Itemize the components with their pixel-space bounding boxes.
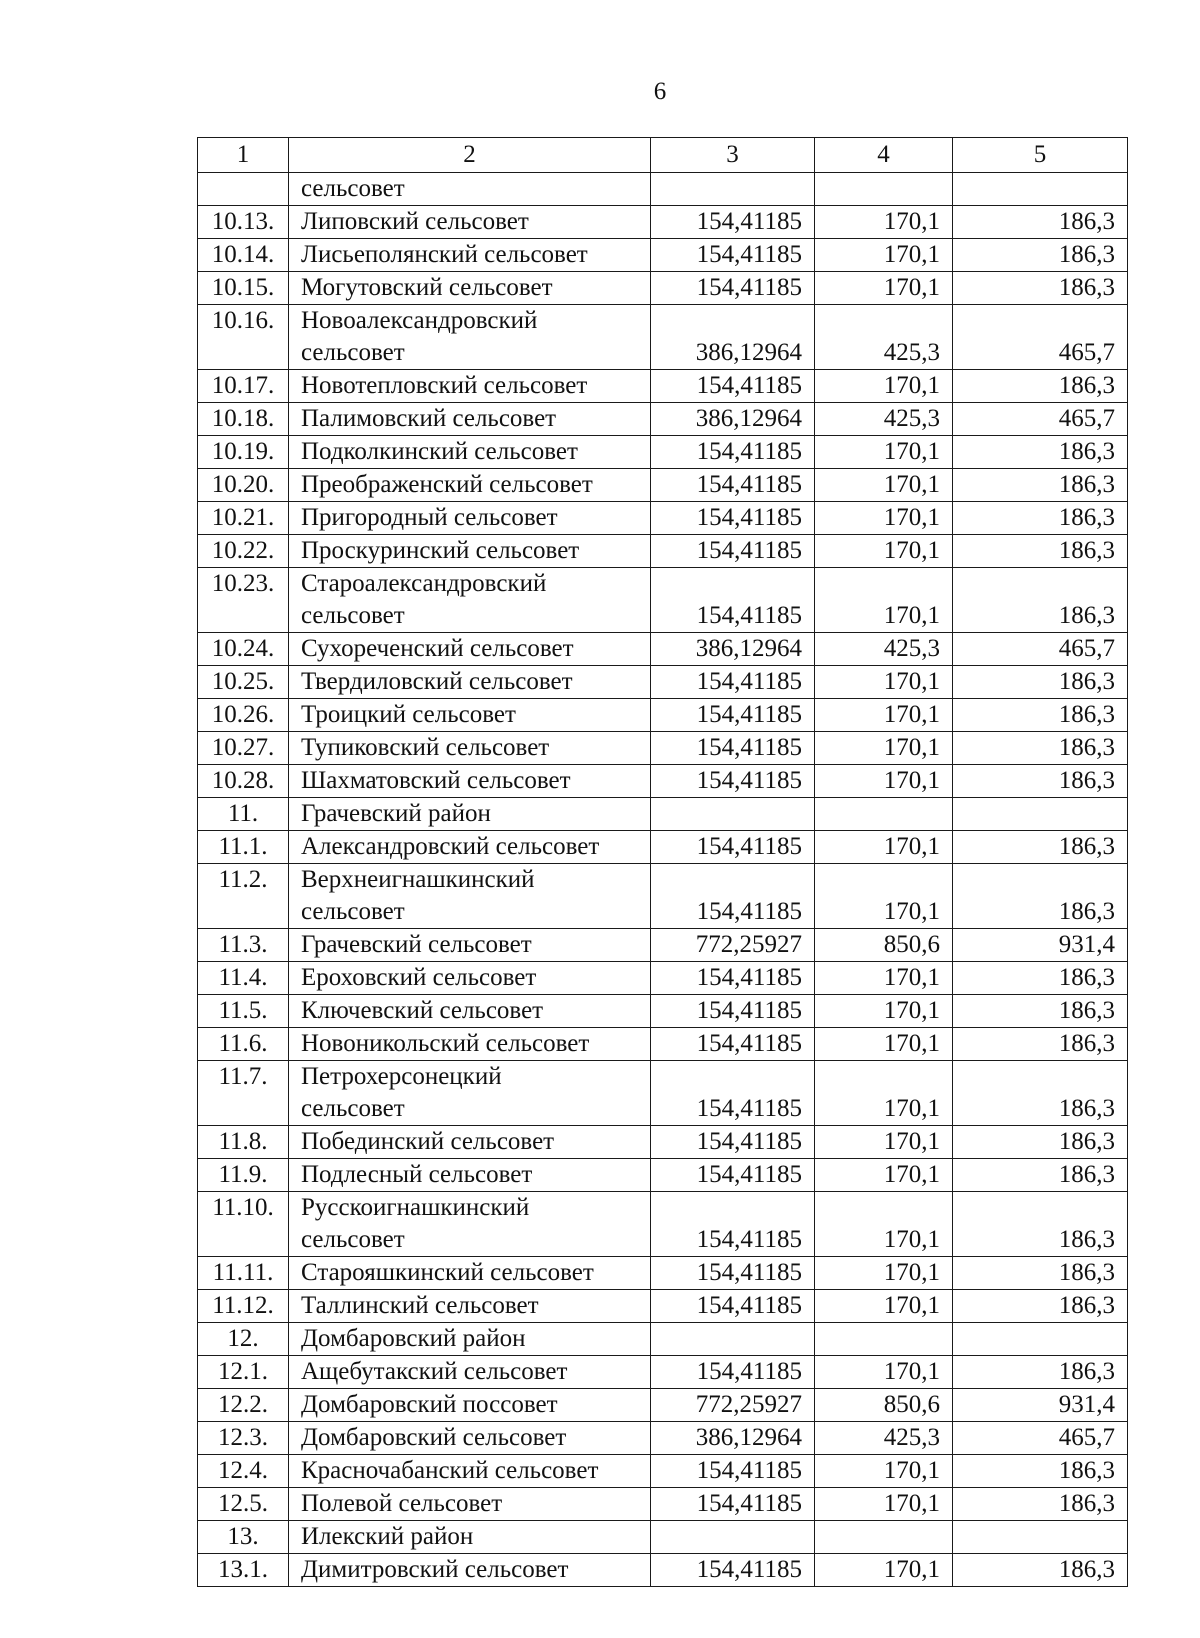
municipality-name-line: Проскуринский сельсовет [301, 537, 580, 564]
value-col-3-cell: 154,41185 [651, 502, 815, 535]
municipality-name-cell [289, 1488, 651, 1521]
table-row [198, 1389, 1128, 1422]
value-col-4-cell: 170,1 [815, 1455, 953, 1488]
row-number-cell: 10.24. [198, 633, 289, 666]
value-col-4-cell: 170,1 [815, 1356, 953, 1389]
municipality-name-cell [289, 732, 651, 765]
table-row [198, 1455, 1128, 1488]
table-body [198, 138, 1128, 1587]
row-number-cell: 13. [198, 1521, 289, 1554]
value-col-5-cell: 186,3 [953, 1356, 1128, 1389]
value-col-4-cell: 170,1 [815, 502, 953, 535]
table-row [198, 1521, 1128, 1554]
value-col-5-cell: 186,3 [953, 666, 1128, 699]
table-row [198, 436, 1128, 469]
row-number-cell: 10.25. [198, 666, 289, 699]
value-col-4-cell: 170,1 [815, 1028, 953, 1061]
value-col-5-cell: 186,3 [953, 535, 1128, 568]
municipality-name-cell [289, 1323, 651, 1356]
table-row [198, 666, 1128, 699]
table-row [198, 1356, 1128, 1389]
row-number-cell: 10.26. [198, 699, 289, 732]
municipality-name-line: Домбаровский поссовет [301, 1391, 558, 1418]
table-row [198, 502, 1128, 535]
value-col-5-cell: 186,3 [953, 272, 1128, 305]
municipality-name-line: Побединский сельсовет [301, 1128, 555, 1155]
municipality-name-cell [289, 272, 651, 305]
row-number-cell: 11.10. [198, 1192, 289, 1257]
row-number-cell: 12.1. [198, 1356, 289, 1389]
value-col-3-cell: 154,41185 [651, 568, 815, 633]
municipality-name-cell [289, 995, 651, 1028]
value-col-5-cell [953, 173, 1128, 206]
value-col-3-cell: 154,41185 [651, 864, 815, 929]
municipality-name-line: сельсовет [301, 339, 405, 366]
table-row [198, 272, 1128, 305]
value-col-5-cell: 186,3 [953, 864, 1128, 929]
municipality-name-line: сельсовет [301, 1226, 405, 1253]
value-col-3-cell: 154,41185 [651, 436, 815, 469]
row-number-cell: 13.1. [198, 1554, 289, 1587]
value-col-5-cell: 931,4 [953, 929, 1128, 962]
value-col-3-cell: 154,41185 [651, 1028, 815, 1061]
value-col-3-cell: 154,41185 [651, 1488, 815, 1521]
header-cell-5: 5 [953, 138, 1128, 173]
row-number-cell: 11.8. [198, 1126, 289, 1159]
municipality-name-line: Грачевский сельсовет [301, 931, 532, 958]
municipality-name-line: Новотепловский сельсовет [301, 372, 588, 399]
value-col-5-cell: 186,3 [953, 831, 1128, 864]
municipality-name-line: Преображенский сельсовет [301, 471, 593, 498]
table-row [198, 1554, 1128, 1587]
value-col-5-cell [953, 1323, 1128, 1356]
table-row [198, 699, 1128, 732]
municipality-name-line: Троицкий сельсовет [301, 701, 516, 728]
row-number-cell: 11.9. [198, 1159, 289, 1192]
table-row [198, 995, 1128, 1028]
table-row [198, 929, 1128, 962]
row-number-cell: 11.7. [198, 1061, 289, 1126]
row-number-cell: 10.16. [198, 305, 289, 370]
municipality-name-line: Илекский район [301, 1523, 474, 1550]
value-col-4-cell: 170,1 [815, 568, 953, 633]
value-col-5-cell: 186,3 [953, 765, 1128, 798]
municipality-name-cell [289, 239, 651, 272]
row-number-cell: 12.3. [198, 1422, 289, 1455]
municipality-name-cell [289, 173, 651, 206]
value-col-5-cell: 465,7 [953, 305, 1128, 370]
value-col-3-cell: 154,41185 [651, 206, 815, 239]
value-col-4-cell: 850,6 [815, 929, 953, 962]
municipality-name-line: Русскоигнашкинский [301, 1194, 530, 1221]
value-col-3-cell: 154,41185 [651, 272, 815, 305]
value-col-4-cell: 170,1 [815, 1290, 953, 1323]
table-row [198, 864, 1128, 929]
row-number-cell: 12. [198, 1323, 289, 1356]
value-col-3-cell: 154,41185 [651, 370, 815, 403]
table-row [198, 173, 1128, 206]
value-col-5-cell: 186,3 [953, 568, 1128, 633]
row-number-cell: 10.15. [198, 272, 289, 305]
municipality-name-line: Домбаровский сельсовет [301, 1424, 567, 1451]
row-number-cell: 11. [198, 798, 289, 831]
municipality-name-cell [289, 666, 651, 699]
value-col-5-cell: 465,7 [953, 633, 1128, 666]
value-col-4-cell: 425,3 [815, 305, 953, 370]
municipality-name-cell [289, 1521, 651, 1554]
row-number-cell: 11.2. [198, 864, 289, 929]
value-col-3-cell: 154,41185 [651, 1455, 815, 1488]
table-row [198, 305, 1128, 370]
value-col-5-cell: 186,3 [953, 732, 1128, 765]
row-number-cell: 10.14. [198, 239, 289, 272]
municipality-name-line: Петрохерсонецкий [301, 1063, 502, 1090]
municipality-name-cell [289, 535, 651, 568]
value-col-3-cell: 772,25927 [651, 929, 815, 962]
value-col-3-cell: 154,41185 [651, 1126, 815, 1159]
value-col-4-cell: 425,3 [815, 1422, 953, 1455]
value-col-5-cell: 186,3 [953, 436, 1128, 469]
municipality-name-cell [289, 1159, 651, 1192]
municipality-name-line: Таллинский сельсовет [301, 1292, 539, 1319]
value-col-3-cell: 772,25927 [651, 1389, 815, 1422]
value-col-4-cell: 170,1 [815, 239, 953, 272]
table-row [198, 1323, 1128, 1356]
value-col-3-cell: 154,41185 [651, 765, 815, 798]
municipality-name-cell [289, 568, 651, 633]
row-number-cell: 11.4. [198, 962, 289, 995]
value-col-3-cell: 154,41185 [651, 699, 815, 732]
value-col-5-cell: 186,3 [953, 469, 1128, 502]
row-number-cell: 12.2. [198, 1389, 289, 1422]
municipality-name-cell [289, 864, 651, 929]
municipality-name-cell [289, 1389, 651, 1422]
table-row [198, 469, 1128, 502]
row-number-cell: 10.27. [198, 732, 289, 765]
row-number-cell: 12.5. [198, 1488, 289, 1521]
table-row [198, 403, 1128, 436]
value-col-5-cell: 186,3 [953, 699, 1128, 732]
municipality-name-line: Старояшкинский сельсовет [301, 1259, 594, 1286]
header-row [198, 138, 1128, 173]
municipality-name-cell [289, 206, 651, 239]
table-row [198, 831, 1128, 864]
table-row [198, 239, 1128, 272]
value-col-4-cell [815, 1521, 953, 1554]
municipality-name-line: Могутовский сельсовет [301, 274, 553, 301]
value-col-4-cell: 170,1 [815, 535, 953, 568]
value-col-3-cell [651, 173, 815, 206]
table-row [198, 798, 1128, 831]
value-col-3-cell: 154,41185 [651, 732, 815, 765]
value-col-4-cell: 170,1 [815, 272, 953, 305]
row-number-cell: 11.3. [198, 929, 289, 962]
value-col-3-cell: 154,41185 [651, 666, 815, 699]
value-col-4-cell: 170,1 [815, 1488, 953, 1521]
row-number-cell: 10.28. [198, 765, 289, 798]
value-col-4-cell: 170,1 [815, 1061, 953, 1126]
municipality-name-line: Тупиковский сельсовет [301, 734, 550, 761]
row-number-cell: 10.18. [198, 403, 289, 436]
value-col-3-cell: 386,12964 [651, 1422, 815, 1455]
value-col-4-cell: 170,1 [815, 995, 953, 1028]
value-col-4-cell [815, 798, 953, 831]
value-col-5-cell: 186,3 [953, 1061, 1128, 1126]
municipality-name-line: Твердиловский сельсовет [301, 668, 573, 695]
table-row [198, 1488, 1128, 1521]
value-col-4-cell: 170,1 [815, 1126, 953, 1159]
row-number-cell: 11.6. [198, 1028, 289, 1061]
municipality-name-cell [289, 1257, 651, 1290]
value-col-5-cell: 186,3 [953, 1192, 1128, 1257]
municipality-name-cell [289, 370, 651, 403]
municipality-name-line: сельсовет [301, 1095, 405, 1122]
value-col-3-cell: 386,12964 [651, 305, 815, 370]
value-col-3-cell: 386,12964 [651, 633, 815, 666]
value-col-4-cell: 170,1 [815, 732, 953, 765]
municipality-name-line: Ероховский сельсовет [301, 964, 537, 991]
municipality-name-line: Красночабанский сельсовет [301, 1457, 599, 1484]
value-col-4-cell: 170,1 [815, 1257, 953, 1290]
value-col-3-cell: 154,41185 [651, 239, 815, 272]
municipality-name-cell [289, 1356, 651, 1389]
municipality-name-cell [289, 831, 651, 864]
table-row [198, 1126, 1128, 1159]
table-row [198, 568, 1128, 633]
header-cell-1: 1 [198, 138, 289, 173]
municipality-name-line: Шахматовский сельсовет [301, 767, 571, 794]
value-col-5-cell: 186,3 [953, 1488, 1128, 1521]
municipality-name-cell [289, 305, 651, 370]
municipality-name-cell [289, 502, 651, 535]
value-col-3-cell: 154,41185 [651, 535, 815, 568]
row-number-cell: 10.20. [198, 469, 289, 502]
value-col-3-cell: 154,41185 [651, 995, 815, 1028]
row-number-cell: 10.22. [198, 535, 289, 568]
value-col-3-cell: 154,41185 [651, 1290, 815, 1323]
value-col-5-cell: 186,3 [953, 239, 1128, 272]
value-col-4-cell [815, 173, 953, 206]
table-row [198, 370, 1128, 403]
row-number-cell: 11.11. [198, 1257, 289, 1290]
municipality-name-line: Новоалександровский [301, 307, 538, 334]
value-col-4-cell: 170,1 [815, 699, 953, 732]
row-number-cell: 10.23. [198, 568, 289, 633]
table-row [198, 1159, 1128, 1192]
municipality-name-line: Староалександровский [301, 570, 547, 597]
value-col-4-cell: 170,1 [815, 206, 953, 239]
municipality-name-cell [289, 1554, 651, 1587]
table-row [198, 1028, 1128, 1061]
value-col-3-cell [651, 798, 815, 831]
value-col-5-cell: 465,7 [953, 1422, 1128, 1455]
municipality-name-cell [289, 1061, 651, 1126]
value-col-3-cell: 154,41185 [651, 1159, 815, 1192]
table-row [198, 1422, 1128, 1455]
municipality-name-cell [289, 1192, 651, 1257]
table-row [198, 732, 1128, 765]
header-cell-3: 3 [651, 138, 815, 173]
value-col-5-cell: 465,7 [953, 403, 1128, 436]
value-col-4-cell: 850,6 [815, 1389, 953, 1422]
value-col-5-cell [953, 798, 1128, 831]
municipality-name-cell [289, 962, 651, 995]
table-row [198, 1192, 1128, 1257]
municipality-name-line: Грачевский район [301, 800, 491, 827]
value-col-4-cell: 170,1 [815, 765, 953, 798]
row-number-cell: 11.1. [198, 831, 289, 864]
municipality-name-line: Домбаровский район [301, 1325, 526, 1352]
value-col-3-cell: 154,41185 [651, 1192, 815, 1257]
municipality-name-line: Новоникольский сельсовет [301, 1030, 590, 1057]
municipality-name-line: Подлесный сельсовет [301, 1161, 533, 1188]
table-row [198, 1061, 1128, 1126]
row-number-cell: 10.17. [198, 370, 289, 403]
value-col-5-cell: 186,3 [953, 1028, 1128, 1061]
value-col-3-cell [651, 1521, 815, 1554]
value-col-4-cell: 170,1 [815, 436, 953, 469]
table-row [198, 535, 1128, 568]
table-row [198, 1290, 1128, 1323]
value-col-4-cell: 425,3 [815, 633, 953, 666]
municipality-name-cell [289, 1028, 651, 1061]
municipality-name-line: Александровский сельсовет [301, 833, 600, 860]
row-number-cell: 11.5. [198, 995, 289, 1028]
municipality-name-line: Лисьеполянский сельсовет [301, 241, 588, 268]
municipality-name-line: Подколкинский сельсовет [301, 438, 578, 465]
table-row [198, 765, 1128, 798]
value-col-4-cell: 170,1 [815, 1159, 953, 1192]
value-col-4-cell [815, 1323, 953, 1356]
value-col-4-cell: 170,1 [815, 1554, 953, 1587]
row-number-cell: 10.21. [198, 502, 289, 535]
municipality-name-line: Верхнеигнашкинский [301, 866, 535, 893]
page-number: 6 [653, 78, 667, 105]
municipality-name-line: Липовский сельсовет [301, 208, 529, 235]
municipality-name-cell [289, 1126, 651, 1159]
value-col-5-cell: 186,3 [953, 995, 1128, 1028]
value-col-4-cell: 170,1 [815, 864, 953, 929]
table-row [198, 633, 1128, 666]
value-col-4-cell: 170,1 [815, 831, 953, 864]
municipality-name-line: Сухореченский сельсовет [301, 635, 574, 662]
value-col-5-cell: 186,3 [953, 370, 1128, 403]
row-number-cell: 10.19. [198, 436, 289, 469]
value-col-5-cell: 186,3 [953, 1290, 1128, 1323]
value-col-5-cell: 931,4 [953, 1389, 1128, 1422]
municipality-name-cell [289, 436, 651, 469]
value-col-4-cell: 170,1 [815, 666, 953, 699]
value-col-4-cell: 425,3 [815, 403, 953, 436]
municipality-name-cell [289, 1422, 651, 1455]
value-col-3-cell: 386,12964 [651, 403, 815, 436]
table-row [198, 1257, 1128, 1290]
value-col-4-cell: 170,1 [815, 962, 953, 995]
value-col-3-cell: 154,41185 [651, 1061, 815, 1126]
row-number-cell [198, 173, 289, 206]
municipality-name-line: Ключевский сельсовет [301, 997, 544, 1024]
value-col-5-cell: 186,3 [953, 1159, 1128, 1192]
municipality-name-line: Полевой сельсовет [301, 1490, 503, 1517]
table-row [198, 962, 1128, 995]
value-col-5-cell: 186,3 [953, 1554, 1128, 1587]
municipality-name-cell [289, 699, 651, 732]
municipality-name-line: сельсовет [301, 898, 405, 925]
municipality-name-line: Ащебутакский сельсовет [301, 1358, 568, 1385]
municipality-name-cell [289, 798, 651, 831]
value-col-5-cell: 186,3 [953, 1455, 1128, 1488]
value-col-3-cell: 154,41185 [651, 1554, 815, 1587]
allocation-table [197, 137, 1128, 1587]
table-row [198, 206, 1128, 239]
municipality-name-cell [289, 1455, 651, 1488]
value-col-5-cell: 186,3 [953, 1257, 1128, 1290]
municipality-name-line: Палимовский сельсовет [301, 405, 557, 432]
value-col-3-cell: 154,41185 [651, 1356, 815, 1389]
value-col-5-cell [953, 1521, 1128, 1554]
municipality-name-line: Пригородный сельсовет [301, 504, 558, 531]
municipality-name-cell [289, 403, 651, 436]
value-col-3-cell: 154,41185 [651, 962, 815, 995]
municipality-name-line: Димитровский сельсовет [301, 1556, 569, 1583]
municipality-name-cell [289, 469, 651, 502]
municipality-name-cell [289, 765, 651, 798]
value-col-5-cell: 186,3 [953, 1126, 1128, 1159]
value-col-5-cell: 186,3 [953, 962, 1128, 995]
value-col-3-cell [651, 1323, 815, 1356]
value-col-4-cell: 170,1 [815, 370, 953, 403]
municipality-name-line: сельсовет [301, 175, 405, 202]
row-number-cell: 11.12. [198, 1290, 289, 1323]
value-col-4-cell: 170,1 [815, 469, 953, 502]
value-col-4-cell: 170,1 [815, 1192, 953, 1257]
value-col-5-cell: 186,3 [953, 502, 1128, 535]
row-number-cell: 10.13. [198, 206, 289, 239]
value-col-3-cell: 154,41185 [651, 831, 815, 864]
header-cell-2: 2 [289, 138, 651, 173]
municipality-name-line: сельсовет [301, 602, 405, 629]
value-col-3-cell: 154,41185 [651, 1257, 815, 1290]
municipality-name-cell [289, 1290, 651, 1323]
header-cell-4: 4 [815, 138, 953, 173]
municipality-name-cell [289, 929, 651, 962]
value-col-3-cell: 154,41185 [651, 469, 815, 502]
municipality-name-cell [289, 633, 651, 666]
value-col-5-cell: 186,3 [953, 206, 1128, 239]
row-number-cell: 12.4. [198, 1455, 289, 1488]
